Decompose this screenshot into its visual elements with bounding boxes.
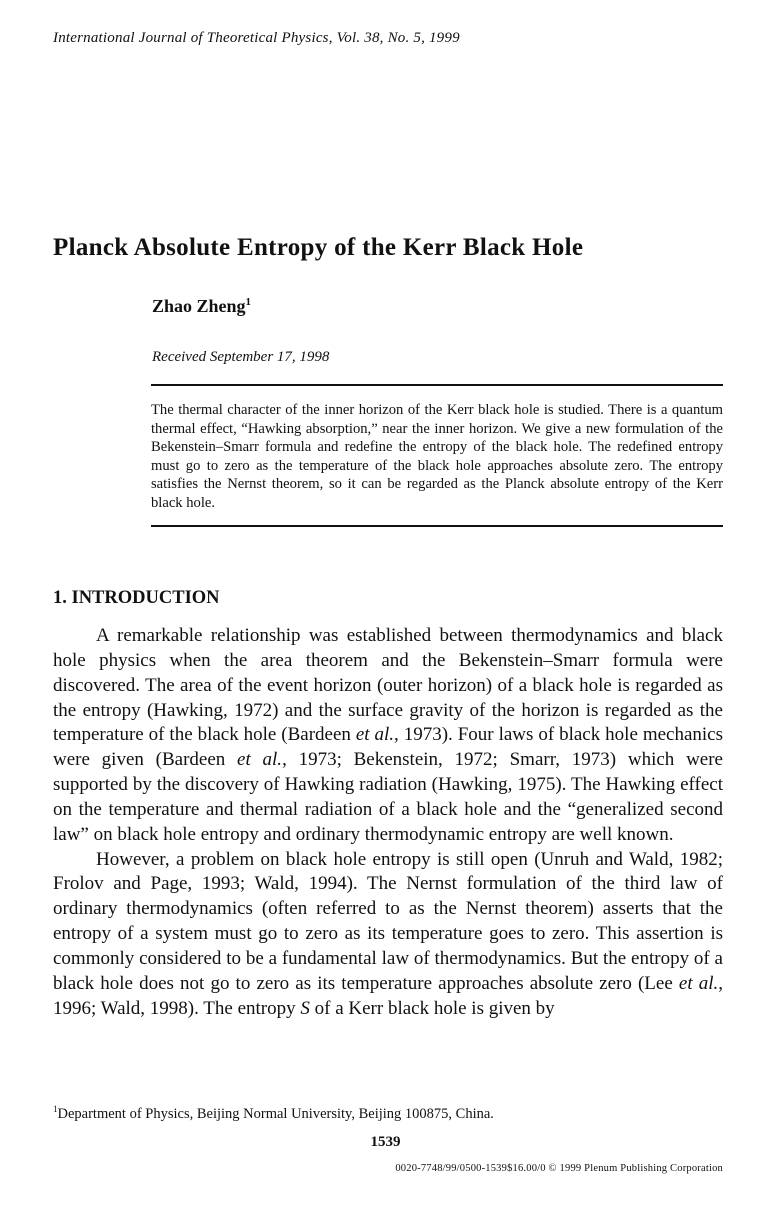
journal-header: International Journal of Theoretical Physics, Vol. 38, No. 5, 1999 [53, 30, 460, 46]
section-heading-introduction: 1. INTRODUCTION [53, 588, 220, 608]
author-line [152, 296, 251, 317]
introduction-body [53, 624, 723, 1022]
author-footnote-mark: 1 [245, 296, 252, 308]
footnote-text: Department of Physics, Beijing Normal University, Beijing 100875, China. [57, 1105, 494, 1122]
author-name: Zhao Zheng [152, 296, 246, 316]
footnote [53, 1104, 494, 1123]
article-title: Planck Absolute Entropy of the Kerr Black Hole [53, 234, 584, 261]
abstract-bottom-rule [151, 525, 723, 527]
page-number: 1539 [370, 1134, 401, 1150]
copyright-line: 0020-7748/99/0500-1539$16.00/0 © 1999 Plenum Publishing Corporation [395, 1163, 723, 1174]
paragraph-1: A remarkable relationship was established between thermodynamics and black hole physics when the area theorem and the Bekenstein–Smarr formula were discovered. The area of the event horizon (outer horizon) of a black hole is regarded as the entropy (Hawking, 1972) and the surface gravity of the horizon is regarded as the temperature of the black hole (Bardeen et al., 1973). Four laws of black hole mechanics were given (Bardeen et al., 1973; Bekenstein, 1972; Smarr, 1973) which were supported by the discovery of Hawking radiation (Hawking, 1975). The Hawking effect on the temperature and thermal radiation of a black hole and the “generalized second law” on black hole entropy and ordinary thermodynamic entropy are well known. [53, 625, 724, 845]
abstract-top-rule [151, 384, 723, 386]
footnote-mark: 1 [53, 1104, 58, 1114]
entropy-symbol: S [300, 997, 310, 1019]
paragraph-2: However, a problem on black hole entropy is still open (Unruh and Wald, 1982; Frolov and Page, 1993; Wald, 1994). The Nernst formulation of the third law of ordinary thermodynamics (often referred to as the Nernst theorem) asserts that the entropy of a system must go to zero as its temperature goes to zero. This assertion is commonly considered to be a fundamental law of thermodynamics. But the entropy of a black hole does not go to zero as its temperature approaches absolute zero (Lee et al., 1996; Wald, 1998). The entropy S of a Kerr black hole is given by [53, 848, 724, 1019]
received-date: Received September 17, 1998 [152, 349, 330, 365]
abstract: The thermal character of the inner horizon of the Kerr black hole is studied. There is a quantum thermal effect, “Hawking absorption,” near the inner horizon. We give a new formulation of the Bekenstein–Smarr formula and redefine the entropy of the black hole. The redefined entropy must go to zero as the temperature of the black hole approaches absolute zero. The entropy satisfies the Nernst theorem, so it can be regarded as the Planck absolute entropy of the Kerr black hole. [151, 402, 723, 511]
